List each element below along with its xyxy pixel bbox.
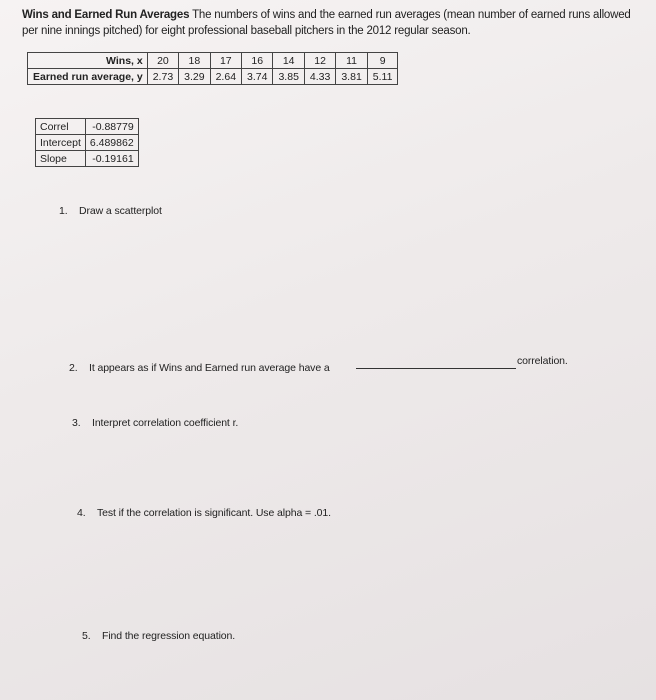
question-number: 1. bbox=[59, 205, 68, 217]
wins-header: Wins, x bbox=[28, 53, 148, 69]
stat-value: 6.489862 bbox=[85, 135, 138, 151]
question-number: 5. bbox=[82, 630, 91, 642]
wins-row bbox=[28, 53, 398, 69]
era-cell: 4.33 bbox=[304, 69, 335, 85]
wins-cell: 17 bbox=[210, 53, 241, 69]
question-text: Interpret correlation coefficient r. bbox=[92, 417, 239, 429]
era-cell: 3.29 bbox=[179, 69, 210, 85]
wins-cell: 11 bbox=[336, 53, 367, 69]
problem-intro bbox=[22, 7, 642, 39]
question-number: 2. bbox=[69, 362, 78, 374]
stat-label: Slope bbox=[36, 151, 86, 167]
era-cell: 2.73 bbox=[147, 69, 178, 85]
question-number: 4. bbox=[77, 507, 86, 519]
stats-row-slope bbox=[36, 151, 139, 167]
wins-cell: 12 bbox=[304, 53, 335, 69]
question-text: Test if the correlation is significant. Use alpha = .01. bbox=[97, 507, 331, 519]
regression-stats-table bbox=[35, 118, 139, 167]
question-text: Find the regression equation. bbox=[102, 630, 236, 642]
wins-cell: 16 bbox=[242, 53, 273, 69]
stats-row-correl bbox=[36, 119, 139, 135]
era-header: Earned run average, y bbox=[28, 69, 148, 85]
stat-label: Correl bbox=[36, 119, 86, 135]
era-cell: 3.85 bbox=[273, 69, 304, 85]
stats-row-intercept bbox=[36, 135, 139, 151]
question-1 bbox=[59, 205, 162, 217]
wins-cell: 18 bbox=[179, 53, 210, 69]
question-4 bbox=[77, 507, 331, 519]
data-table bbox=[27, 52, 398, 85]
question-number: 3. bbox=[72, 417, 81, 429]
question-text: It appears as if Wins and Earned run average have a bbox=[89, 362, 330, 374]
wins-cell: 9 bbox=[367, 53, 398, 69]
answer-blank-line[interactable] bbox=[356, 368, 516, 369]
stat-value: -0.19161 bbox=[85, 151, 138, 167]
era-cell: 2.64 bbox=[210, 69, 241, 85]
wins-cell: 20 bbox=[147, 53, 178, 69]
wins-cell: 14 bbox=[273, 53, 304, 69]
stat-value: -0.88779 bbox=[85, 119, 138, 135]
era-row bbox=[28, 69, 398, 85]
problem-title: Wins and Earned Run Averages bbox=[22, 9, 190, 21]
question-text: Draw a scatterplot bbox=[79, 205, 162, 217]
question-3 bbox=[72, 417, 238, 429]
question-2-suffix: correlation. bbox=[517, 355, 568, 367]
era-cell: 3.74 bbox=[242, 69, 273, 85]
problem-description: The numbers of wins and the earned run averages (mean number of earned runs allowed per nine innings pitched) for eight professional baseball pitchers in the 2012 regular season. bbox=[22, 9, 631, 37]
era-cell: 3.81 bbox=[336, 69, 367, 85]
question-5 bbox=[82, 630, 235, 642]
stat-label: Intercept bbox=[36, 135, 86, 151]
era-cell: 5.11 bbox=[367, 69, 398, 85]
question-2 bbox=[69, 362, 330, 374]
